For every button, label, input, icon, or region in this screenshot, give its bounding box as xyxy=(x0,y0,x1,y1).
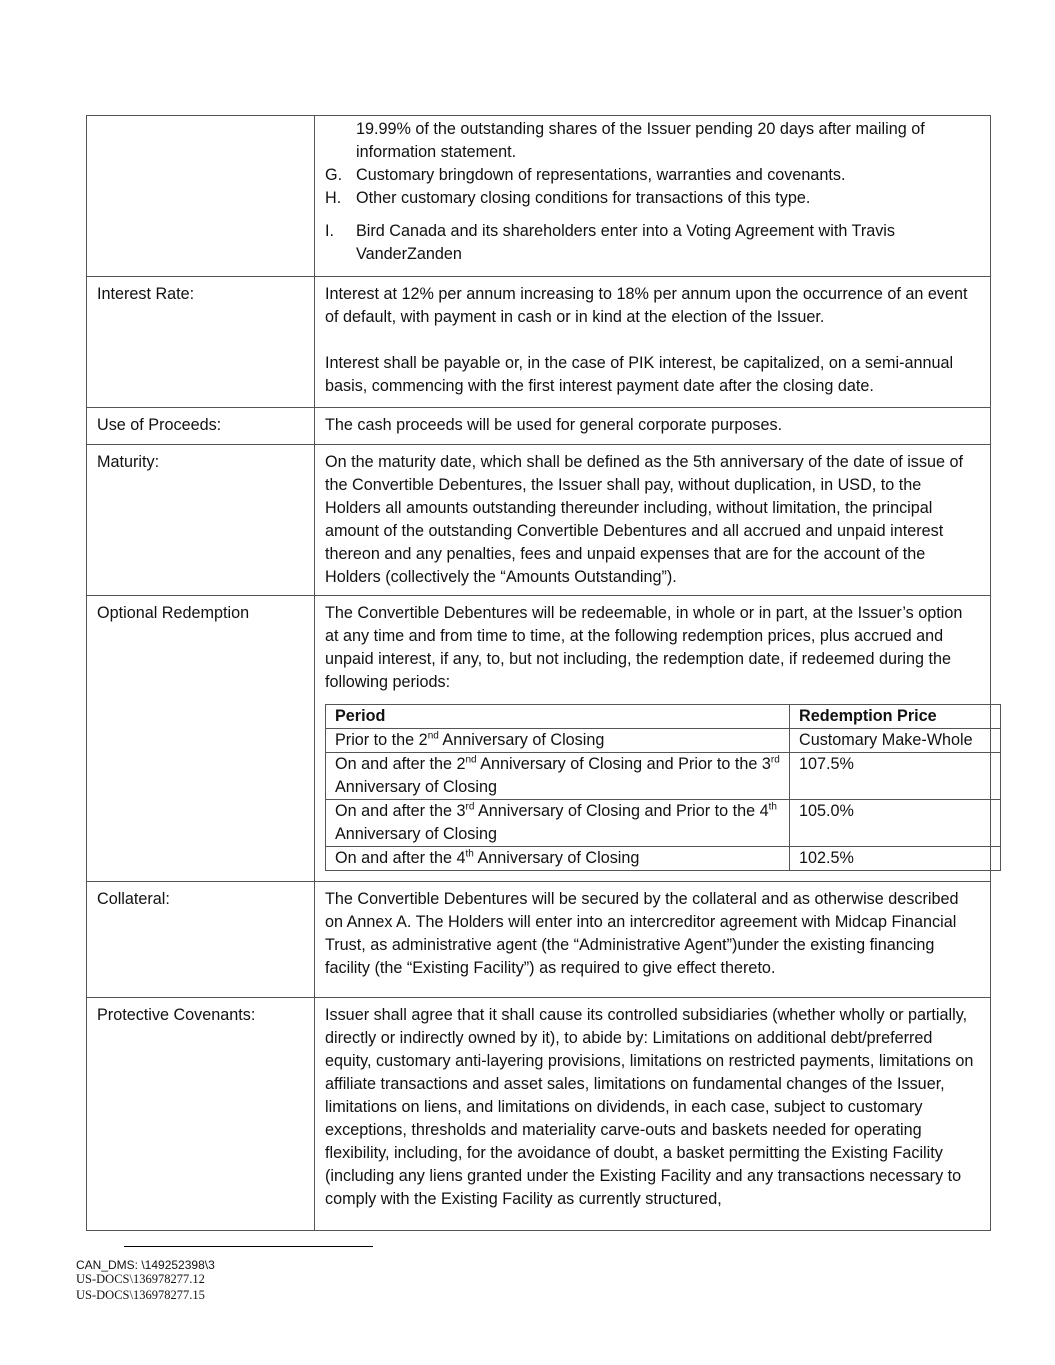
optional-redemption-content xyxy=(315,596,991,882)
maturity-label: Maturity: xyxy=(87,445,315,596)
collateral-row xyxy=(87,882,991,998)
collateral-text: The Convertible Debentures will be secured by the collateral and as otherwise described on Annex A. The Holders will enter into an intercreditor agreement with Midcap Financial Trust, as administrative agent (the “Administrative Agent”)under the existing financing facility (the “Existing Facility”) as required to give effect thereto. xyxy=(315,882,991,998)
redemption-header-row xyxy=(326,705,1001,729)
collateral-label: Collateral: xyxy=(87,882,315,998)
interest-rate-paragraph-1: Interest at 12% per annum increasing to 18% per annum upon the occurrence of an event of default, with payment in cash or in kind at the election of the Issuer. xyxy=(325,285,968,326)
maturity-row xyxy=(87,445,991,596)
condition-text: Customary bringdown of representations, warranties and covenants. xyxy=(356,166,846,184)
interest-rate-label: Interest Rate: xyxy=(87,277,315,408)
use-of-proceeds-label: Use of Proceeds: xyxy=(87,408,315,445)
period-cell: Prior to the 2nd Anniversary of Closing xyxy=(326,729,790,753)
redemption-row xyxy=(326,753,1001,800)
interest-rate-paragraph-2: Interest shall be payable or, in the case of PIK interest, be capitalized, on a semi-annual basis, commencing with the first interest payment date after the closing date. xyxy=(325,354,954,395)
period-cell: On and after the 4th Anniversary of Closing xyxy=(326,847,790,871)
period-cell: On and after the 3rd Anniversary of Closing and Prior to the 4th Anniversary of Closing xyxy=(326,800,790,847)
conditions-continuation: 19.99% of the outstanding shares of the Issuer pending 20 days after mailing of information statement. xyxy=(356,120,925,161)
conditions-row xyxy=(87,116,991,277)
maturity-text: On the maturity date, which shall be defined as the 5th anniversary of the date of issue of the Convertible Debentures, the Issuer shall pay, without duplication, in USD, to the Holders all amounts outstanding thereunder including, without limitation, the principal amount of the outstanding Convertible Debentures and all accrued and unpaid interest thereon and any penalties, fees and unpaid expenses that are for the account of the Holders (collectively the “Amounts Outstanding”). xyxy=(315,445,991,596)
document-id-us-docs-15: US-DOCS\136978277.15 xyxy=(76,1288,205,1302)
optional-redemption-row xyxy=(87,596,991,882)
conditions-label-cell xyxy=(87,116,315,277)
condition-text: Other customary closing conditions for transactions of this type. xyxy=(356,189,811,207)
term-sheet-table xyxy=(86,115,991,1231)
document-id-us-docs-12: US-DOCS\136978277.12 xyxy=(76,1272,205,1286)
condition-item-g xyxy=(325,164,980,187)
condition-letter: G. xyxy=(325,166,343,184)
conditions-content-cell xyxy=(315,116,991,277)
period-cell: On and after the 2nd Anniversary of Closing and Prior to the 3rd Anniversary of Closing xyxy=(326,753,790,800)
footnote-divider xyxy=(124,1246,373,1247)
optional-redemption-intro: The Convertible Debentures will be redeemable, in whole or in part, at the Issuer’s option at any time and from time to time, at the following redemption prices, plus accrued and unpaid interest, if any, to, but not including, the redemption date, if redeemed during the following periods: xyxy=(325,604,963,691)
condition-letter: I. xyxy=(325,222,334,240)
condition-letter: H. xyxy=(325,189,342,207)
protective-covenants-label: Protective Covenants: xyxy=(87,998,315,1231)
redemption-row xyxy=(326,847,1001,871)
interest-rate-content xyxy=(315,277,991,408)
condition-item-h xyxy=(325,187,980,210)
condition-item-i xyxy=(325,220,980,266)
redemption-price-table xyxy=(325,704,1001,871)
price-cell: 105.0% xyxy=(790,800,1001,847)
interest-rate-row xyxy=(87,277,991,408)
document-id-can-dms: CAN_DMS: \149252398\3 xyxy=(76,1258,215,1272)
redemption-row xyxy=(326,800,1001,847)
condition-text: Bird Canada and its shareholders enter into a Voting Agreement with Travis VanderZanden xyxy=(356,222,895,263)
use-of-proceeds-row xyxy=(87,408,991,445)
optional-redemption-label: Optional Redemption xyxy=(87,596,315,882)
use-of-proceeds-text: The cash proceeds will be used for general corporate purposes. xyxy=(315,408,991,445)
period-header: Period xyxy=(326,705,790,729)
protective-covenants-text: Issuer shall agree that it shall cause its controlled subsidiaries (whether wholly or partially, directly or indirectly owned by it), to abide by: Limitations on additional debt/preferred equity, customary anti-layering provisions, limitations on restricted payments, limitations on affiliate transactions and asset sales, limitations on fundamental changes of the Issuer, limitations on liens, and limitations on dividends, in each case, subject to customary exceptions, thresholds and materiality carve-outs and baskets needed for operating flexibility, including, for the avoidance of doubt, a basket permitting the Existing Facility (including any liens granted under the Existing Facility and any transactions necessary to comply with the Existing Facility as currently structured, xyxy=(315,998,991,1231)
price-cell: Customary Make-Whole xyxy=(790,729,1001,753)
redemption-price-header: Redemption Price xyxy=(790,705,1001,729)
price-cell: 107.5% xyxy=(790,753,1001,800)
price-cell: 102.5% xyxy=(790,847,1001,871)
redemption-row xyxy=(326,729,1001,753)
protective-covenants-row xyxy=(87,998,991,1231)
